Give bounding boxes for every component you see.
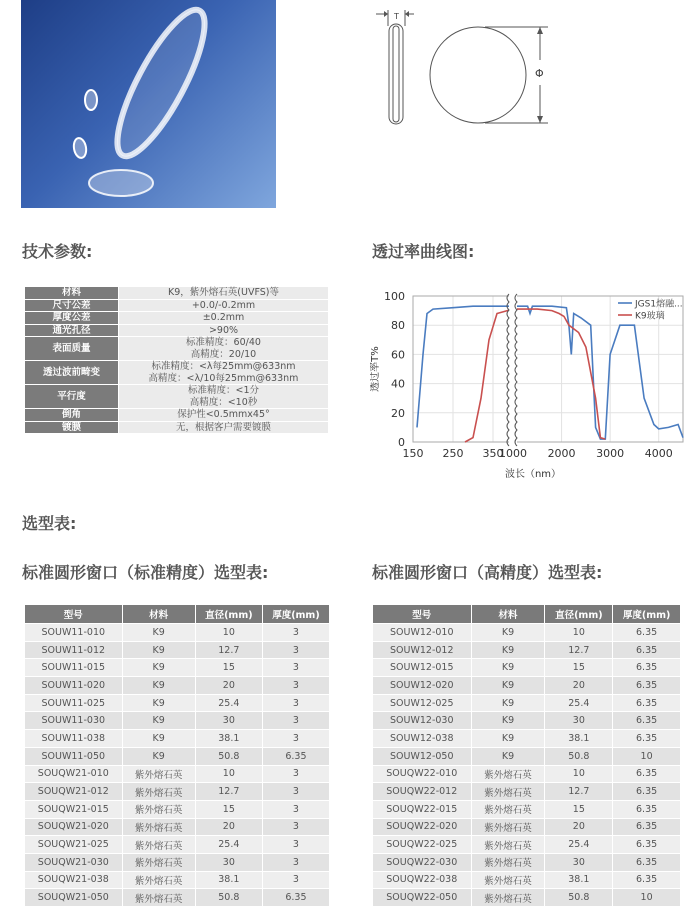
table-cell: 10 [613, 747, 681, 765]
table-cell: 38.1 [545, 730, 613, 748]
table-cell: 6.35 [613, 624, 681, 642]
spec-value-line: 高精度：<10秒 [189, 396, 258, 408]
table-cell: SOUW12-020 [373, 677, 472, 695]
table-cell: SOUW12-025 [373, 694, 472, 712]
table-cell: SOUW11-038 [25, 730, 123, 748]
table-cell: 6.35 [613, 641, 681, 659]
spec-value [119, 409, 329, 422]
table-row [373, 747, 681, 765]
spec-key: 表面质量 [25, 337, 119, 361]
spec-row [25, 409, 329, 422]
table-row [373, 659, 681, 677]
diameter-label: Φ [535, 67, 544, 80]
table-cell: K9 [122, 641, 195, 659]
table-cell: 3 [262, 659, 329, 677]
table-cell: 50.8 [545, 889, 613, 906]
table-cell: 20 [195, 677, 262, 695]
table-cell: 3 [262, 853, 329, 871]
table-row [373, 712, 681, 730]
table-cell: 38.1 [195, 730, 262, 748]
table-cell: 3 [262, 730, 329, 748]
table-cell: 6.35 [613, 836, 681, 854]
table-cell: 6.35 [262, 747, 329, 765]
table-cell: 6.35 [613, 853, 681, 871]
table-cell: 紫外熔石英 [471, 853, 545, 871]
table-cell: SOUW11-025 [25, 694, 123, 712]
table-cell: K9 [122, 677, 195, 695]
table-cell: K9 [471, 677, 545, 695]
table-cell: 紫外熔石英 [471, 765, 545, 783]
spec-row [25, 287, 329, 300]
table-cell: K9 [122, 694, 195, 712]
table-cell: SOUQW21-038 [25, 871, 123, 889]
table-cell: 30 [545, 712, 613, 730]
table-cell: 6.35 [262, 889, 329, 906]
table-cell: SOUQW21-050 [25, 889, 123, 906]
transmission-chart [370, 282, 687, 484]
table-row [25, 871, 330, 889]
standard-precision-table [24, 604, 330, 906]
dimension-diagram [368, 0, 558, 130]
table-cell: 3 [262, 712, 329, 730]
tech-params-heading: 技术参数: [22, 242, 93, 261]
table-cell: 50.8 [545, 747, 613, 765]
x-axis-title: 波长（nm） [504, 469, 562, 480]
table-cell: 紫外熔石英 [122, 765, 195, 783]
table-cell: SOUW11-030 [25, 712, 123, 730]
spec-key: 尺寸公差 [25, 299, 119, 312]
table-cell: SOUQW22-015 [373, 800, 472, 818]
table-cell: 3 [262, 641, 329, 659]
table-cell: 6.35 [613, 871, 681, 889]
table-cell: 12.7 [195, 641, 262, 659]
spec-key: 通光孔径 [25, 324, 119, 337]
y-axis-title: 透过率T% [370, 346, 381, 392]
high-precision-table [372, 604, 681, 906]
column-header: 材料 [471, 605, 545, 624]
y-tick-label: 60 [391, 348, 405, 362]
table-cell: 10 [195, 765, 262, 783]
spec-value-line: K9，紫外熔石英(UVFS)等 [168, 287, 279, 298]
table-cell: 20 [545, 677, 613, 695]
table-cell: 20 [545, 818, 613, 836]
spec-value [119, 324, 329, 337]
table-cell: K9 [471, 624, 545, 642]
table-cell: 紫外熔石英 [471, 836, 545, 854]
spec-value-line: 保护性<0.5mmx45° [177, 409, 270, 420]
table-cell: 50.8 [195, 747, 262, 765]
table-cell: K9 [471, 712, 545, 730]
table-row [373, 641, 681, 659]
table-row [373, 730, 681, 748]
x-tick-label: 2000 [547, 447, 576, 460]
table-cell: 3 [262, 694, 329, 712]
table-cell: SOUQW21-020 [25, 818, 123, 836]
table-cell: SOUQW21-025 [25, 836, 123, 854]
column-header: 直径(mm) [195, 605, 262, 624]
table-cell: K9 [122, 624, 195, 642]
legend-label: JGS1熔融... [635, 299, 683, 310]
table-cell: SOUQW22-030 [373, 853, 472, 871]
spec-value-line: +0.0/-0.2mm [191, 299, 256, 311]
table-cell: 紫外熔石英 [122, 871, 195, 889]
table-row [373, 800, 681, 818]
spec-value [119, 312, 329, 325]
table-cell: 3 [262, 800, 329, 818]
spec-row [25, 312, 329, 325]
table-row [373, 853, 681, 871]
table-row [373, 677, 681, 695]
spec-value-line: 标准精度：60/40 [186, 337, 261, 348]
column-header: 直径(mm) [545, 605, 613, 624]
table-cell: SOUQW21-010 [25, 765, 123, 783]
table-cell: SOUW11-050 [25, 747, 123, 765]
column-header: 型号 [25, 605, 123, 624]
table-row [373, 624, 681, 642]
table-row [25, 694, 330, 712]
table-cell: 3 [262, 783, 329, 801]
table-cell: 6.35 [613, 800, 681, 818]
table-cell: 6.35 [613, 783, 681, 801]
table-cell: SOUQW22-010 [373, 765, 472, 783]
table-cell: 30 [545, 853, 613, 871]
table-cell: 紫外熔石英 [122, 800, 195, 818]
table-cell: 25.4 [195, 694, 262, 712]
table-row [373, 836, 681, 854]
table-row [25, 677, 330, 695]
table-cell: K9 [471, 694, 545, 712]
spec-key: 镀膜 [25, 421, 119, 434]
table-row [25, 712, 330, 730]
optical-windows-illustration [21, 0, 276, 208]
column-header: 厚度(mm) [262, 605, 329, 624]
table-cell: 10 [613, 889, 681, 906]
table-row [373, 871, 681, 889]
spec-value-line: 高精度：<λ/10每25mm@633nm [148, 372, 299, 384]
table-cell: SOUW12-012 [373, 641, 472, 659]
column-header: 厚度(mm) [613, 605, 681, 624]
table-cell: 紫外熔石英 [122, 889, 195, 906]
spec-row [25, 299, 329, 312]
std-table-heading: 标准圆形窗口（标准精度）选型表: [22, 563, 269, 582]
table-cell: 38.1 [545, 871, 613, 889]
table-cell: 15 [545, 800, 613, 818]
table-cell: 6.35 [613, 694, 681, 712]
x-tick-label: 250 [442, 447, 464, 460]
spec-value-line: 标准精度：<1分 [187, 385, 259, 396]
product-photo [21, 0, 276, 208]
transmission-curve-heading: 透过率曲线图: [372, 242, 475, 261]
table-cell: SOUW11-020 [25, 677, 123, 695]
series-line [417, 306, 683, 439]
spec-value-line: 无，根据客户需要镀膜 [175, 421, 271, 433]
table-cell: 6.35 [613, 659, 681, 677]
spec-value-line: >90% [208, 324, 239, 336]
table-cell: K9 [471, 747, 545, 765]
table-cell: 25.4 [545, 694, 613, 712]
table-cell: K9 [122, 730, 195, 748]
selection-heading: 选型表: [22, 514, 77, 533]
table-cell: SOUW12-030 [373, 712, 472, 730]
spec-value-line: ±0.2mm [202, 312, 245, 323]
legend-label: K9玻璃 [635, 311, 665, 322]
table-cell: 15 [545, 659, 613, 677]
table-cell: 紫外熔石英 [471, 818, 545, 836]
table-cell: 38.1 [195, 871, 262, 889]
spec-key: 厚度公差 [25, 312, 119, 325]
spec-key: 平行度 [25, 385, 119, 409]
table-cell: 20 [195, 818, 262, 836]
thickness-label: T [394, 12, 399, 21]
table-cell: SOUQW22-025 [373, 836, 472, 854]
table-cell: SOUW12-038 [373, 730, 472, 748]
table-row [25, 747, 330, 765]
table-cell: SOUQW21-012 [25, 783, 123, 801]
table-row [373, 889, 681, 906]
table-cell: 紫外熔石英 [122, 836, 195, 854]
table-cell: 3 [262, 624, 329, 642]
table-cell: 紫外熔石英 [471, 800, 545, 818]
spec-row [25, 361, 329, 385]
table-row [25, 836, 330, 854]
y-tick-label: 80 [391, 319, 405, 333]
table-row [25, 818, 330, 836]
table-cell: SOUQW22-020 [373, 818, 472, 836]
table-row [25, 800, 330, 818]
table-cell: SOUQW22-012 [373, 783, 472, 801]
table-cell: K9 [122, 712, 195, 730]
table-cell: 6.35 [613, 818, 681, 836]
table-row [373, 818, 681, 836]
table-cell: 10 [545, 765, 613, 783]
table-cell: 紫外熔石英 [471, 889, 545, 906]
table-cell: 3 [262, 871, 329, 889]
table-row [373, 694, 681, 712]
table-cell: K9 [122, 659, 195, 677]
column-header: 型号 [373, 605, 472, 624]
spec-value [119, 385, 329, 409]
spec-key: 倒角 [25, 409, 119, 422]
table-cell: 25.4 [545, 836, 613, 854]
table-cell: 紫外熔石英 [471, 783, 545, 801]
table-cell: SOUW11-015 [25, 659, 123, 677]
table-cell: 6.35 [613, 765, 681, 783]
axis-break-line [507, 294, 509, 446]
table-cell: 紫外熔石英 [122, 818, 195, 836]
y-tick-label: 100 [384, 290, 405, 303]
table-row [25, 853, 330, 871]
table-row [25, 730, 330, 748]
table-cell: SOUW11-012 [25, 641, 123, 659]
table-row [373, 783, 681, 801]
x-tick-label: 150 [402, 447, 424, 460]
table-cell: 3 [262, 818, 329, 836]
table-cell: 紫外熔石英 [122, 783, 195, 801]
table-cell: 紫外熔石英 [471, 871, 545, 889]
spec-value [119, 299, 329, 312]
table-row [25, 641, 330, 659]
x-tick-label: 1000 [499, 447, 527, 460]
table-cell: 6.35 [613, 730, 681, 748]
spec-key: 材料 [25, 287, 119, 300]
x-tick-label: 4000 [644, 447, 673, 460]
table-cell: 6.35 [613, 712, 681, 730]
spec-value [119, 361, 329, 385]
series-line [465, 309, 605, 442]
table-cell: SOUW11-010 [25, 624, 123, 642]
table-row [373, 765, 681, 783]
spec-value [119, 287, 329, 300]
table-cell: 30 [195, 712, 262, 730]
table-row [25, 889, 330, 906]
spec-value-line: 高精度：20/10 [190, 348, 257, 360]
table-cell: K9 [471, 659, 545, 677]
table-cell: K9 [122, 747, 195, 765]
spec-row [25, 337, 329, 361]
table-cell: 12.7 [195, 783, 262, 801]
table-cell: SOUW12-010 [373, 624, 472, 642]
table-cell: 6.35 [613, 677, 681, 695]
y-tick-label: 0 [398, 436, 405, 449]
spec-value-line: 标准精度：<λ每25mm@633nm [151, 361, 296, 372]
table-cell: 3 [262, 836, 329, 854]
spec-key: 透过波前畸变 [25, 361, 119, 385]
spec-row [25, 385, 329, 409]
table-row [25, 765, 330, 783]
table-cell: 紫外熔石英 [122, 853, 195, 871]
table-cell: 12.7 [545, 641, 613, 659]
table-cell: 50.8 [195, 889, 262, 906]
table-cell: 10 [195, 624, 262, 642]
table-cell: 3 [262, 677, 329, 695]
table-cell: SOUQW22-038 [373, 871, 472, 889]
hp-table-heading: 标准圆形窗口（高精度）选型表: [372, 563, 603, 582]
spec-row [25, 421, 329, 434]
spec-value [119, 421, 329, 434]
table-cell: 15 [195, 659, 262, 677]
table-row [25, 783, 330, 801]
table-cell: 10 [545, 624, 613, 642]
table-cell: K9 [471, 641, 545, 659]
table-cell: K9 [471, 730, 545, 748]
table-row [25, 659, 330, 677]
y-tick-label: 40 [391, 377, 405, 391]
table-cell: 15 [195, 800, 262, 818]
table-cell: 30 [195, 853, 262, 871]
tech-spec-table [24, 286, 329, 434]
table-cell: 25.4 [195, 836, 262, 854]
spec-value [119, 337, 329, 361]
table-cell: 3 [262, 765, 329, 783]
table-row [25, 624, 330, 642]
table-cell: SOUW12-015 [373, 659, 472, 677]
table-cell: 12.7 [545, 783, 613, 801]
x-tick-label: 3000 [596, 447, 625, 460]
column-header: 材料 [122, 605, 195, 624]
x-tick-label: 350 [482, 447, 504, 460]
spec-row [25, 324, 329, 337]
table-cell: SOUQW22-050 [373, 889, 472, 906]
y-tick-label: 20 [391, 406, 405, 420]
table-cell: SOUW12-050 [373, 747, 472, 765]
table-cell: SOUQW21-030 [25, 853, 123, 871]
table-cell: SOUQW21-015 [25, 800, 123, 818]
